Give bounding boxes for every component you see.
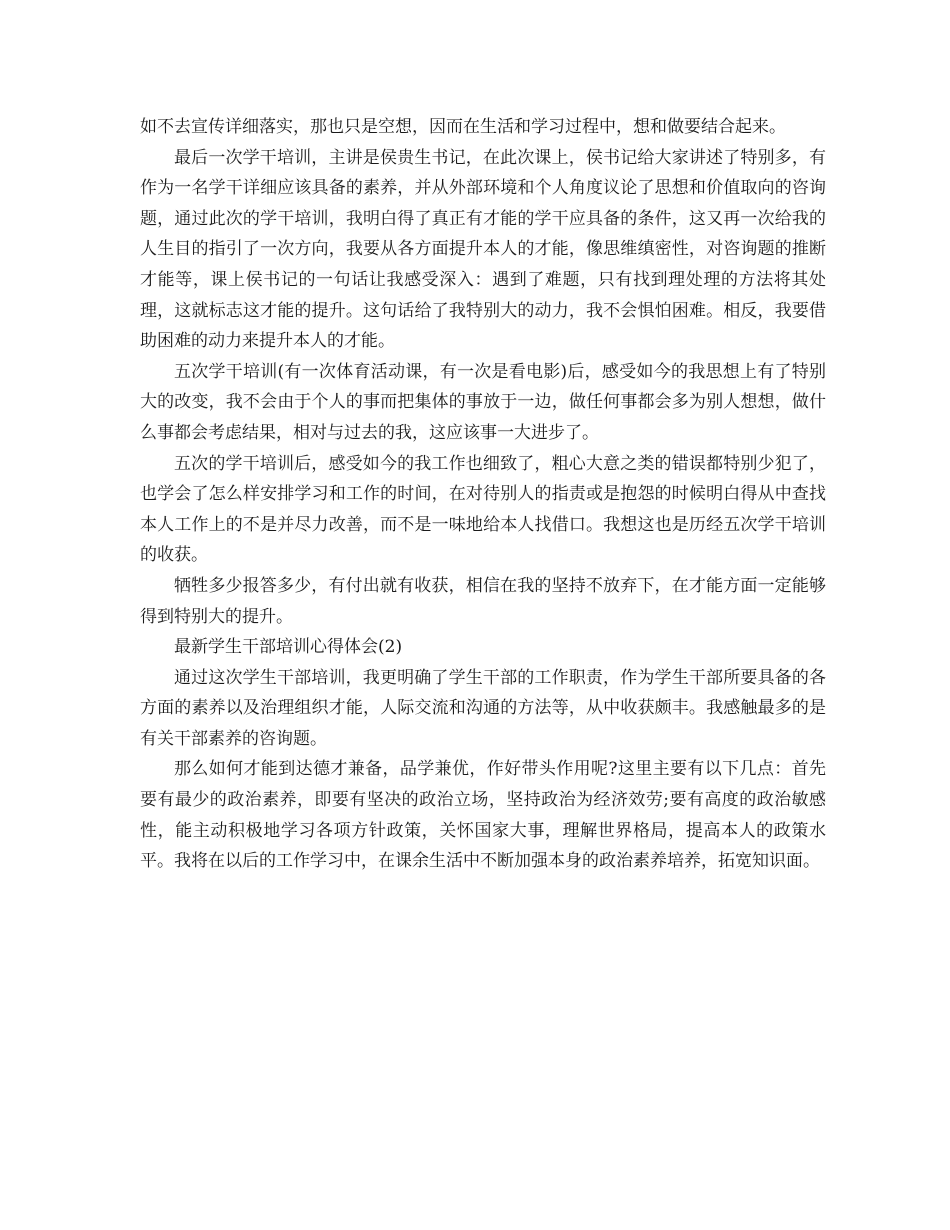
- paragraph-2: 最后一次学干培训，主讲是侯贵生书记，在此次课上，侯书记给大家讲述了特别多，有作为一名学干详细应该具备的素养，并从外部环境和个人角度议论了思想和价值取向的咨询题，通过此次的学干培训，我明白得了真正有才能的学干应具备的条件，这又再一次给我的人生目的指引了一次方向，我要从各方面提升本人的才能，像思维缜密性，对咨询题的推断才能等，课上侯书记的一句话让我感受深入：遇到了难题，只有找到理处理的方法将其处理，这就标志这才能的提升。这句话给了我特别大的动力，我不会惧怕困难。相反，我要借助困难的动力来提升本人的才能。: [140, 147, 826, 352]
- section-heading: 最新学生干部培训心得体会(2): [174, 637, 403, 658]
- paragraph-7: 那么如何才能到达德才兼备，品学兼优，作好带头作用呢?这里主要有以下几点：首先要有最少的政治素养，即要有坚决的政治立场，坚持政治为经济效劳;要有高度的政治敏感性，能主动积极地学习各项方针政策，关怀国家大事，理解世界格局，提高本人的政策水平。我将在以后的工作学习中，在课余生活中不断加强本身的政治素养培养，拓宽知识面。: [140, 759, 826, 872]
- paragraph-5: 牺牲多少报答多少，有付出就有收获，相信在我的坚持不放弃下，在才能方面一定能够得到特别大的提升。: [140, 575, 826, 627]
- paragraph-4: 五次的学干培训后，感受如今的我工作也细致了，粗心大意之类的错误都特别少犯了，也学会了怎么样安排学习和工作的时间，在对待别人的指责或是抱怨的时候明白得从中查找本人工作上的不是并尽力改善，而不是一味地给本人找借口。我想这也是历经五次学干培训的收获。: [140, 453, 826, 566]
- document-page: [140, 112, 826, 877]
- paragraph-3: 五次学干培训(有一次体育活动课，有一次是看电影)后，感受如今的我思想上有了特别大的改变，我不会由于个人的事而把集体的事放于一边，做任何事都会多为别人想想，做什么事都会考虑结果，相对与过去的我，这应该事一大进步了。: [140, 361, 826, 443]
- paragraph-6: 通过这次学生干部培训，我更明确了学生干部的工作职责，作为学生干部所要具备的各方面的素养以及治理组织才能，人际交流和沟通的方法等，从中收获颇丰。我感触最多的是有关干部素养的咨询题。: [140, 667, 826, 749]
- paragraph-1: 如不去宣传详细落实，那也只是空想，因而在生活和学习过程中，想和做要结合起来。: [140, 117, 786, 137]
